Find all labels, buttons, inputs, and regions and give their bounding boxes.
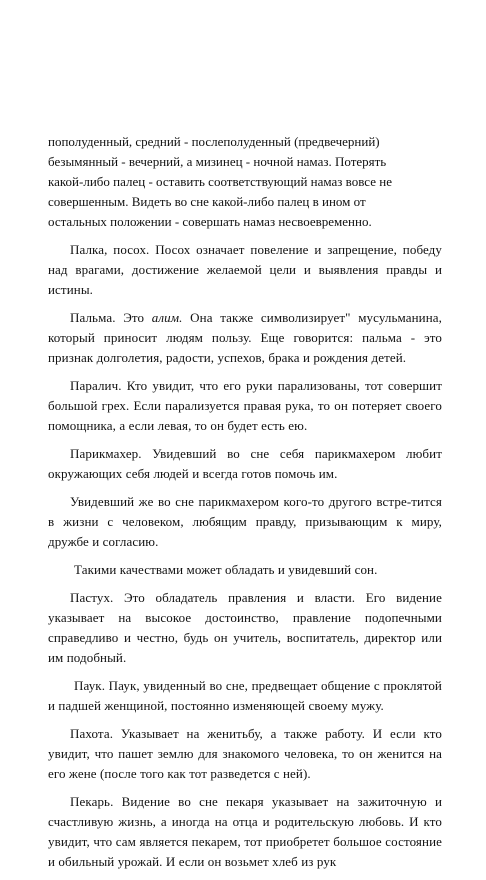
text-line: какой-либо палец - оставить соответствующий намаз вовсе не	[48, 174, 392, 189]
paragraph-pastuh: Пастух. Это обладатель правления и власти. Его видение указывает на высокое достоинство, правление подопечными справедливо и честно, будь он учитель, воспитатель, директор или им подобный.	[48, 590, 442, 665]
palma-text-after: Она также символизирует" мусульманина, который приносит людям пользу. Еще говорится: пальма - это признак долголетия, радости, успехов, брака и рождения детей.	[48, 310, 442, 365]
page-body	[48, 132, 442, 880]
paragraph-parikmaher-qualities: Такими качествами может обладать и увидевший сон.	[74, 562, 378, 577]
text-line: совершенным. Видеть во сне какой-либо палец в ином от	[48, 194, 366, 209]
text-line: остальных положении - совершать намаз несвоевременно.	[48, 214, 372, 229]
paragraph-palma	[48, 308, 442, 368]
paragraph-continuation	[48, 132, 442, 232]
paragraph-paralich: Паралич. Кто увидит, что его руки парализованы, тот совершит большой грех. Если парализуется правая рука, то он потеряет своего помощника, а если левая, то он будет есть ею.	[48, 378, 442, 433]
text-line: безымянный - вечерний, а мизинец - ночной намаз. Потерять	[48, 154, 387, 169]
paragraph-pekar: Пекарь. Видение во сне пекаря указывает на зажиточную и счастливую жизнь, а иногда на отца и родительскую любовь. И кто увидит, что сам является пекарем, тот приобретет большое состояние и обильный урожай. И если он возьмет хлеб из рук	[48, 794, 442, 869]
paragraph-pauk: Паук. Паук, увиденный во сне, предвещает общение с проклятой и падшей женщиной, постоянно изменяющей своему мужу.	[48, 678, 442, 713]
palma-text-before: Пальма. Это	[70, 310, 152, 325]
paragraph-parikmaher-other: Увидевший же во сне парикмахером кого-то другого встре-тится в жизни с человеком, любящим правду, призывающим к миру, дружбе и согласию.	[48, 494, 442, 549]
paragraph-parikmaher: Парикмахер. Увидевший во сне себя парикмахером любит окружающих себя людей и всегда готов помочь им.	[48, 446, 442, 481]
paragraph-palka: Палка, посох. Посох означает повеление и запрещение, победу над врагами, достижение желаемой цели и выявления правды и истины.	[48, 242, 442, 297]
palma-italic-term: алим.	[151, 310, 183, 325]
text-line: пополуденный, средний - послеполуденный (предвечерний)	[48, 134, 380, 149]
paragraph-pahota: Пахота. Указывает на женитьбу, а также работу. И если кто увидит, что пашет землю для знакомого человека, то он женится на его жене (после того как тот разведется с ней).	[48, 726, 442, 781]
